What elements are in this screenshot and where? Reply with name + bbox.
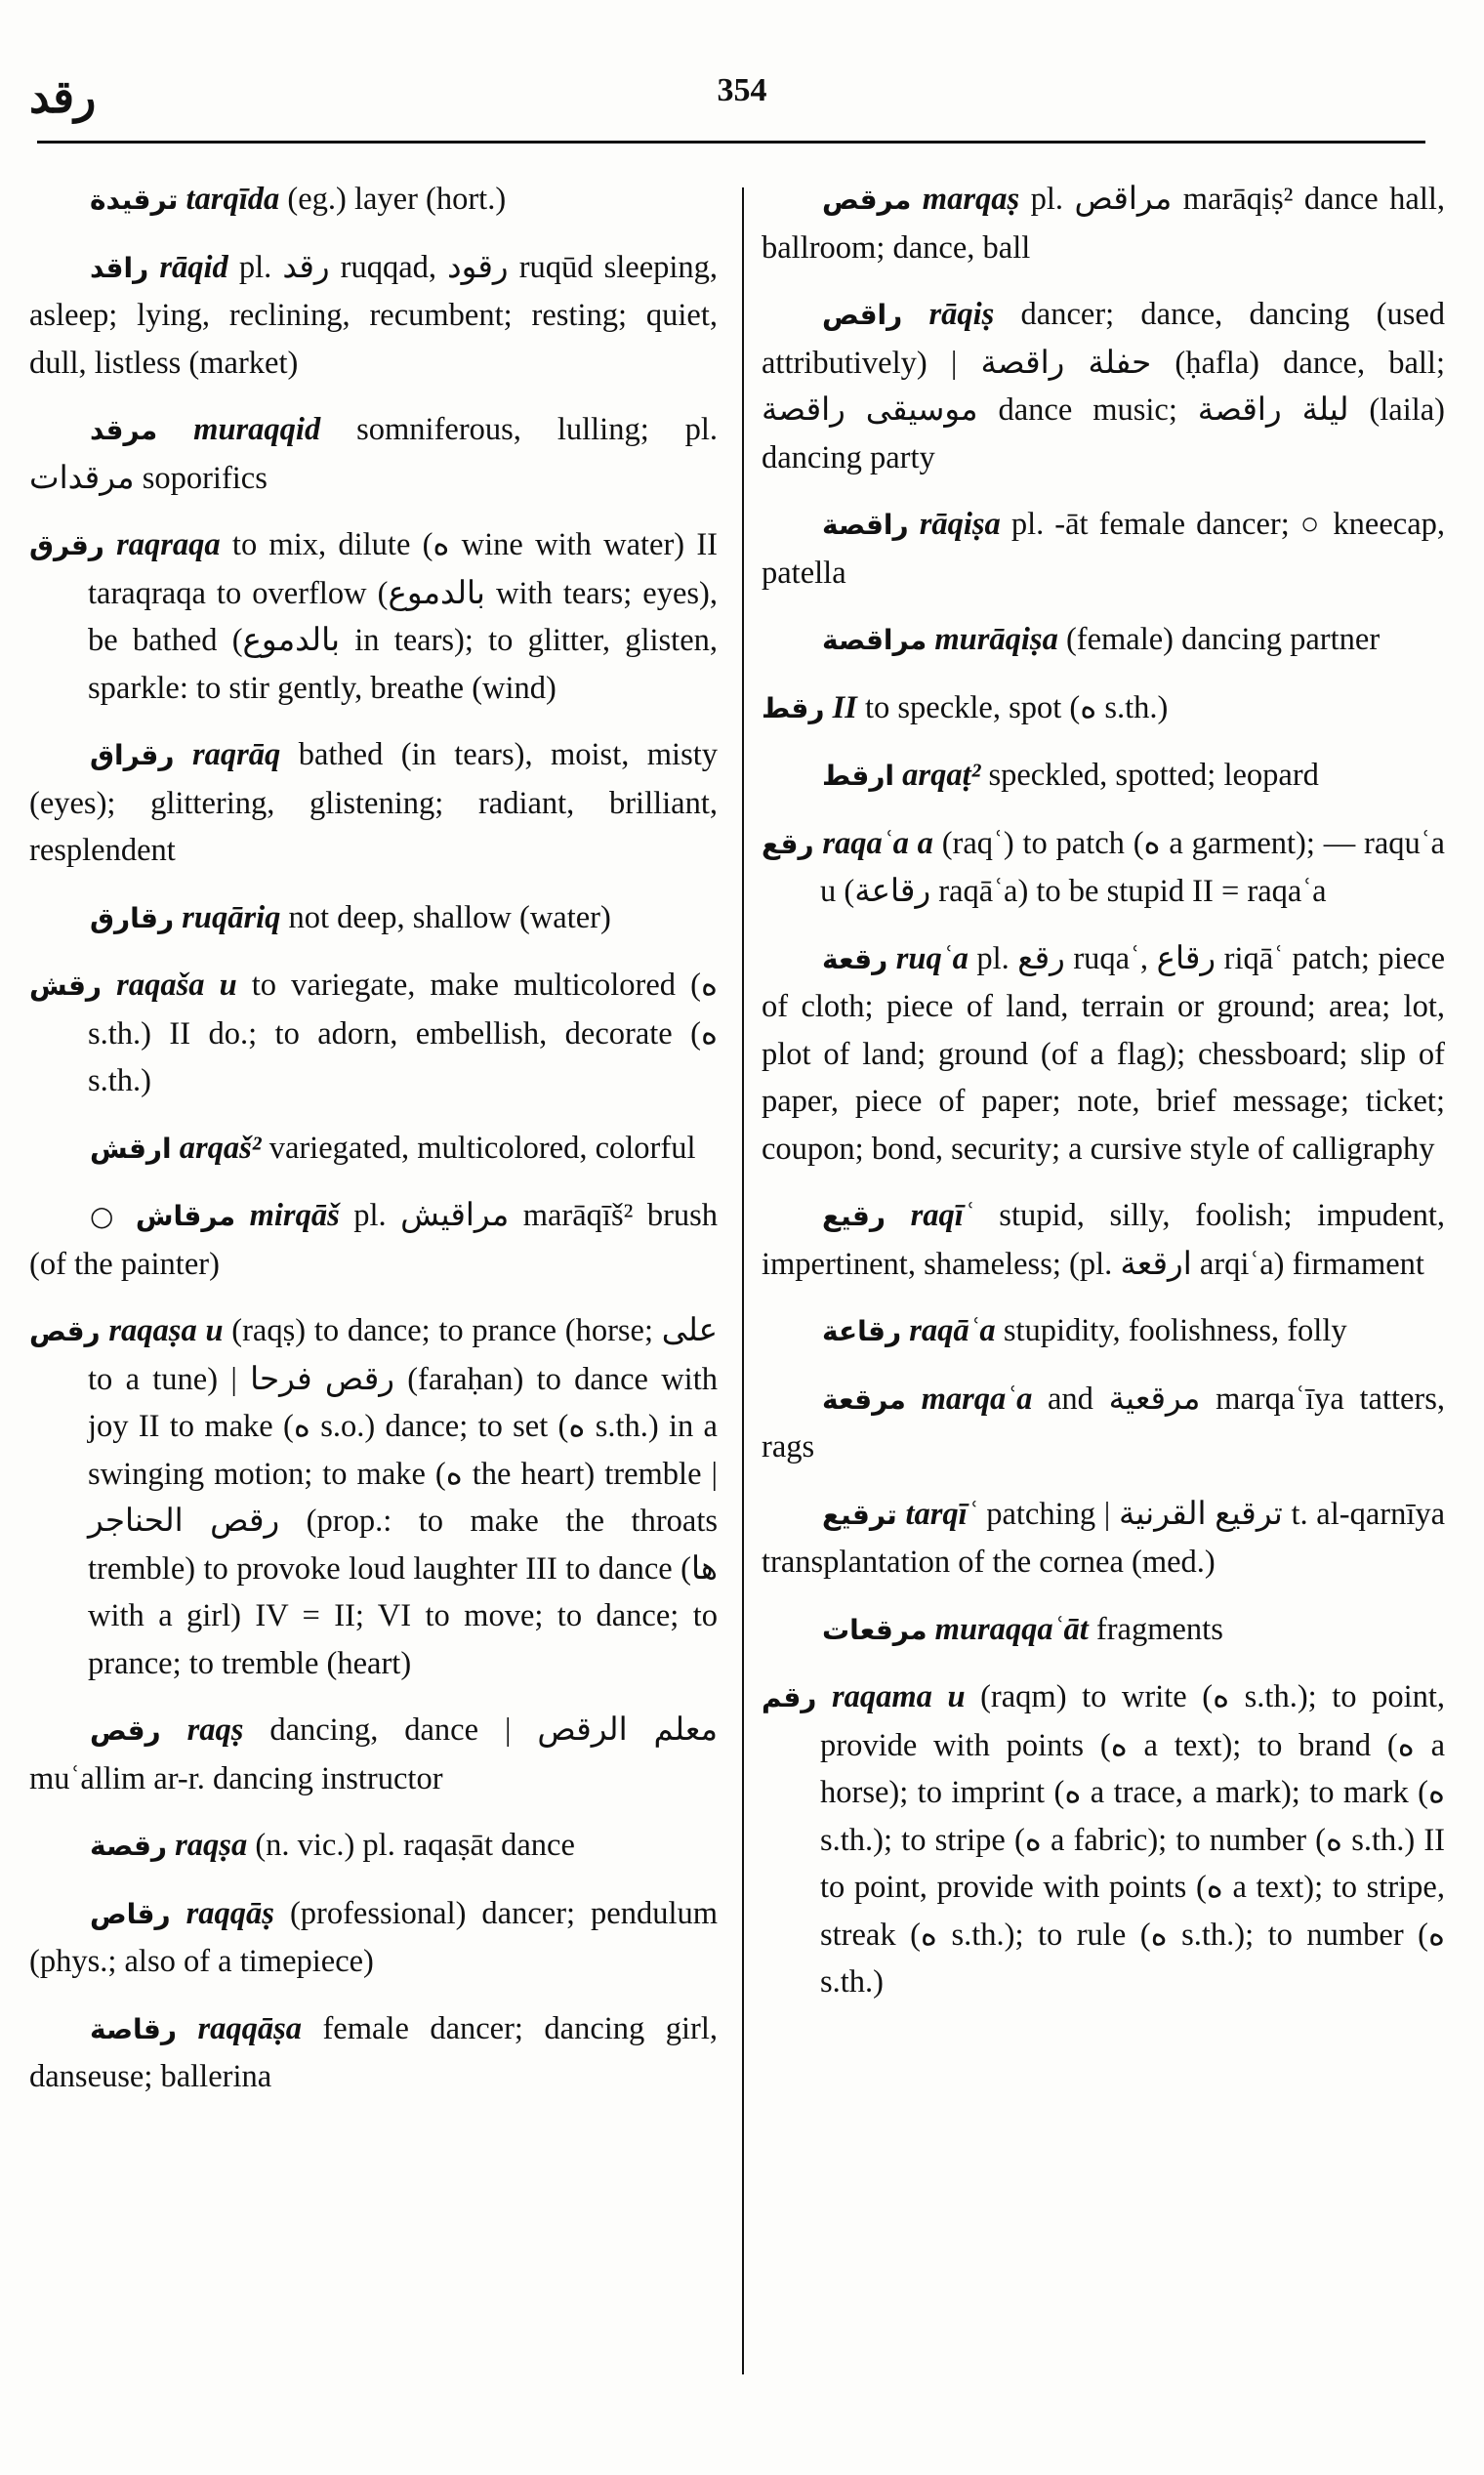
header-rule (37, 141, 1425, 144)
arabic-headword: رقيع (822, 1200, 886, 1232)
arabic-headword: رقعة (822, 942, 888, 975)
definition-text: not deep, shallow (water) (288, 899, 611, 935)
transliteration: arqaṭ² (902, 758, 981, 793)
definition-text: (professional) dancer; pendulum (phys.; also of a timepiece) (29, 1895, 719, 1979)
definition-text: bathed (in tears), moist, misty (eyes); glittering, glistening; radiant, brilliant, resplendent (29, 737, 719, 868)
right-column (762, 176, 1445, 2026)
definition-text: pl. رقع ruqaʿ, رقاع riqāʿ patch; piece of cloth; piece of land, terrain or ground; area; lot, plot of land; ground (of a flag); chessboard; slip of paper, piece of paper; note, brief message; ticket; coupon; bond, security; a cursive style of calligraphy (762, 940, 1445, 1167)
running-head-root: رقد (29, 72, 97, 122)
transliteration: raqaša u (116, 968, 237, 1003)
definition-text: (eg.) layer (hort.) (287, 182, 507, 217)
definition-text: (n. vic.) pl. raqaṣāt dance (255, 1828, 575, 1863)
definition-text: fragments (1095, 1611, 1223, 1647)
transliteration: ruqʿa (895, 940, 969, 976)
definition-text: patching | ترقيع القرنية t. al-qarnīya transplantation of the cornea (med.) (762, 1496, 1446, 1580)
sub-entry (29, 731, 718, 875)
definition-text: stupid, silly, foolish; impudent, impertinent, shameless; (pl. ارقعة arqiʿa) firmament (762, 1198, 1445, 1282)
transliteration: raqqāṣ (186, 1895, 274, 1931)
sub-entry (29, 406, 718, 502)
arabic-headword: رقاصة (90, 2012, 178, 2045)
definition-text: and مرقعية marqaʿīya tatters, rags (762, 1381, 1446, 1464)
page-number: 354 (717, 72, 767, 108)
arabic-headword: رقط (762, 691, 825, 724)
root-entry (762, 820, 1445, 916)
root-entry (762, 1673, 1445, 2006)
arabic-headword: رقم (762, 1681, 817, 1713)
transliteration: raqrāq (191, 737, 281, 772)
sub-entry (29, 1192, 718, 1288)
definition-text: pl. مراقيش marāqīš² brush (of the painter) (29, 1198, 719, 1282)
sub-entry (29, 176, 718, 225)
arabic-headword: مرقعات (822, 1613, 928, 1646)
arabic-headword: راقصة (822, 509, 909, 541)
transliteration: rāqiṣ (928, 297, 995, 332)
sub-entry (762, 1491, 1445, 1587)
arabic-headword: ترقيدة (90, 184, 179, 216)
arabic-headword: رقرق (29, 529, 104, 561)
arabic-headword: رقاعة (822, 1315, 902, 1347)
column-divider (742, 187, 744, 2374)
definition-text: pl. مراقص marāqiṣ² dance hall, ballroom; dance, ball (762, 182, 1446, 266)
arabic-headword: رقراق (90, 739, 175, 771)
definition-text: dancing, dance | معلم الرقص muʿallim ar-r. dancing instructor (29, 1712, 719, 1796)
sub-entry (762, 935, 1445, 1174)
sub-entry (762, 1606, 1445, 1655)
root-entry (29, 962, 718, 1105)
arabic-headword: رقش (29, 969, 103, 1002)
transliteration: raqṣ (186, 1712, 244, 1748)
arabic-headword: رقع (762, 827, 814, 860)
definition-text: (raqm) to write (ه s.th.); to point, provide with points (ه a text); to brand (ه a horse); to imprint (ه a trace, a mark); to mark (ه s.th.); to stripe (ه a fabric); to number (ه s.th.) II to point, provide with points (ه a text); to stripe, streak (ه s.th.); to rule (ه s.th.); to number (ه s.th.) (820, 1679, 1446, 2000)
sub-entry (29, 1822, 718, 1871)
sub-entry (29, 1890, 718, 1986)
sub-entry (762, 1192, 1445, 1288)
arabic-headword: رقص (29, 1315, 101, 1347)
transliteration: raqīʿ (910, 1198, 974, 1233)
sub-entry (762, 616, 1445, 665)
sub-entry (762, 291, 1445, 481)
definition-text: to speckle, spot (ه s.th.) (864, 689, 1169, 725)
transliteration: marqaʿa (921, 1381, 1033, 1417)
definition-text: variegated, multicolored, colorful (268, 1130, 696, 1166)
transliteration: muraqqaʿāt (934, 1611, 1089, 1647)
transliteration: raqaʿa a (822, 825, 933, 861)
arabic-headword: ارقط (822, 760, 895, 792)
transliteration: marqaṣ (922, 182, 1020, 217)
definition-text: (female) dancing partner (1065, 622, 1381, 657)
arabic-headword: راقد (90, 251, 149, 284)
arabic-headword: رقارق (90, 901, 175, 934)
arabic-headword: راقص (822, 299, 903, 331)
definition-text: (raqṣ) to dance; to prance (horse; على to a tune) | رقص فرحا (faraḥan) to dance with joy II to make (ه s.o.) dance; to set (ه s.th.) in a swinging motion; to make (ه the heart) tremble | رقص الحناجر (prop.: to make the throats tremble) to provoke loud laughter III to dance (ها with a girl) IV = II; VI to move; to dance; to prance; to tremble (heart) (88, 1313, 719, 1681)
sub-entry (29, 244, 718, 388)
transliteration: II (832, 689, 857, 725)
arabic-headword: رقص (90, 1714, 161, 1747)
transliteration: tarqīda (186, 182, 280, 217)
sub-entry (29, 2005, 718, 2101)
definition-text: female dancer; dancing girl, danseuse; ballerina (29, 2010, 718, 2094)
sub-entry (762, 752, 1445, 801)
sub-entry (762, 1307, 1445, 1356)
definition-text: pl. -āt female dancer; ○ kneecap, patella (762, 507, 1445, 591)
transliteration: arqaš² (179, 1130, 262, 1166)
definition-text: dancer; dance, dancing (used attributively) | حفلة راقصة (ḥafla) dance, ball; موسيقى راقصة dance music; ليلة راقصة (laila) dancing party (762, 297, 1446, 475)
definition-text: to variegate, make multicolored (ه s.th.) II do.; to adorn, embellish, decorate (ه s.th.) (88, 968, 719, 1098)
root-entry (29, 521, 718, 712)
sub-entry (762, 1376, 1445, 1471)
definition-text: somniferous, lulling; pl. مرقدات soporifics (29, 412, 719, 496)
transliteration: mirqāš (249, 1198, 340, 1233)
arabic-headword: مرقعة (822, 1382, 906, 1416)
definition-text: stupidity, foolishness, folly (1003, 1313, 1347, 1348)
sub-entry (762, 176, 1445, 271)
definition-text: pl. رقد ruqqad, رقود ruqūd sleeping, asleep; lying, reclining, recumbent; resting; quiet, dull, listless (market) (29, 249, 719, 381)
sub-entry (29, 1125, 718, 1174)
arabic-headword: مراقصة (822, 624, 928, 656)
sub-entry (29, 894, 718, 943)
definition-text: to mix, dilute (ه wine with water) II taraqraqa to overflow (بالدموع with tears; eyes), be bathed (بالدموع in tears); to glitter, glisten, sparkle: to stir gently, breathe (wind) (88, 527, 718, 706)
arabic-headword: ترقيع (822, 1498, 897, 1531)
sub-entry (29, 1707, 718, 1802)
arabic-headword: رقاص (90, 1897, 171, 1930)
root-entry (762, 684, 1445, 733)
transliteration: murāqiṣa (934, 622, 1058, 657)
root-entry (29, 1307, 718, 1687)
transliteration: raqama u (831, 1679, 966, 1714)
definition-text: (raqʿ) to patch (ه a garment); — raquʿa u (رقاعة raqāʿa) to be stupid II = raqaʿa (820, 825, 1445, 909)
sub-entry (762, 501, 1445, 597)
transliteration: rāqiṣa (919, 507, 1001, 542)
arabic-headword: ارقش (90, 1132, 172, 1165)
arabic-headword: ○ مرقاش (90, 1200, 236, 1232)
transliteration: raqṣa (175, 1828, 248, 1863)
transliteration: raqaṣa u (108, 1313, 224, 1348)
definition-text: speckled, spotted; leopard (988, 758, 1319, 793)
transliteration: raqraqa (116, 527, 221, 562)
transliteration: ruqāriq (182, 899, 281, 935)
transliteration: muraqqid (193, 412, 321, 447)
transliteration: rāqid (159, 249, 228, 285)
arabic-headword: مرقد (90, 414, 158, 446)
left-column (29, 176, 718, 2121)
transliteration: raqqāṣa (197, 2010, 303, 2046)
transliteration: raqāʿa (909, 1313, 996, 1348)
transliteration: tarqīʿ (905, 1496, 978, 1532)
arabic-headword: رقصة (90, 1830, 168, 1862)
arabic-headword: مرقص (822, 184, 912, 216)
